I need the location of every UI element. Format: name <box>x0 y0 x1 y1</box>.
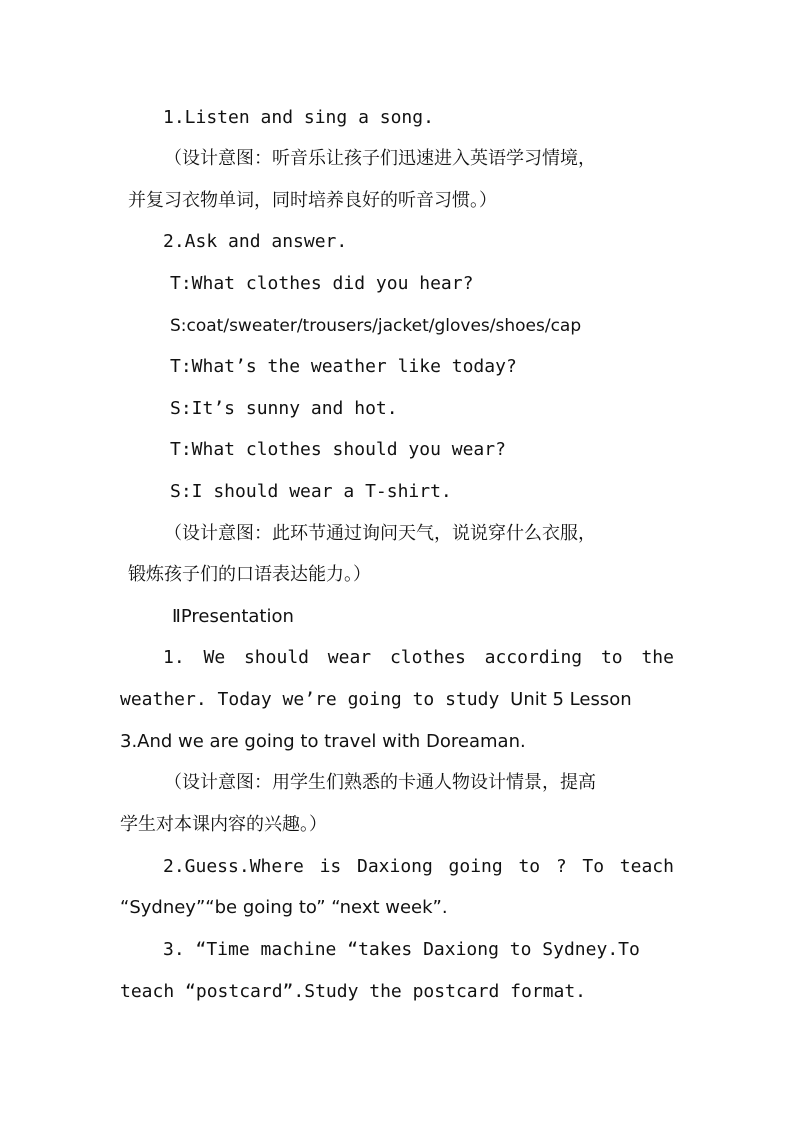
paragraph-1-line2 <box>120 688 632 712</box>
paragraph-3-line1: 3. “Time machine “takes Daxiong to Sydney.To <box>163 939 640 960</box>
word: the <box>641 647 674 668</box>
step-listen-sing: 1.Listen and sing a song. <box>163 107 434 128</box>
design-intent-2-line2: 锻炼孩子们的口语表达能力。） <box>128 564 371 585</box>
step-ask-answer: 2.Ask and answer. <box>163 231 348 252</box>
word: according <box>484 647 583 668</box>
design-intent-3-line2: 学生对本课内容的兴趣。） <box>120 814 327 835</box>
dialogue-line-1: T:What clothes did you hear? <box>170 273 474 294</box>
section-heading-presentation: ⅡPresentation <box>172 606 294 627</box>
paragraph-2-line1 <box>163 855 674 879</box>
word: Daxiong <box>356 856 433 877</box>
dialogue-line-6: S:I should wear a T-shirt. <box>170 481 452 502</box>
design-intent-2-line1: （设计意图：此环节通过询问天气，说说穿什么衣服， <box>164 523 596 544</box>
paragraph-3-line2: teach “postcard”.Study the postcard format. <box>120 981 586 1002</box>
paragraph-1-line2-text: weather. Today we’re going to study <box>120 689 511 710</box>
word: is <box>319 856 342 877</box>
word: To <box>582 856 605 877</box>
dialogue-line-2: S:coat/sweater/trousers/jacket/gloves/shoes/cap <box>170 316 582 336</box>
dialogue-line-3: T:What’s the weather like today? <box>170 356 517 377</box>
word: to <box>600 647 623 668</box>
design-intent-1-line1: （设计意图：听音乐让孩子们迅速进入英语学习情境， <box>164 148 596 169</box>
design-intent-1-line2: 并复习衣物单词，同时培养良好的听音习惯。） <box>128 190 497 211</box>
paragraph-2-line2: “Sydney”“be going to” “next week”. <box>120 897 448 918</box>
paragraph-1-line1 <box>163 646 674 670</box>
word: wear <box>327 647 372 668</box>
word: 1. <box>163 647 185 668</box>
dialogue-line-4: S:It’s sunny and hot. <box>170 398 398 419</box>
word: We <box>203 647 226 668</box>
dialogue-line-5: T:What clothes should you wear? <box>170 439 506 460</box>
word: 2.Guess.Where <box>163 856 304 877</box>
word: ? <box>555 856 567 877</box>
word: going <box>448 856 503 877</box>
word: to <box>518 856 541 877</box>
design-intent-3-line1: （设计意图：用学生们熟悉的卡通人物设计情景，提高 <box>164 772 596 793</box>
unit-lesson-ref: Unit 5 Lesson <box>510 689 632 710</box>
paragraph-1-line3: 3.And we are going to travel with Doreaman. <box>120 731 526 752</box>
word: should <box>243 647 309 668</box>
word: teach <box>619 856 674 877</box>
word: clothes <box>389 647 466 668</box>
